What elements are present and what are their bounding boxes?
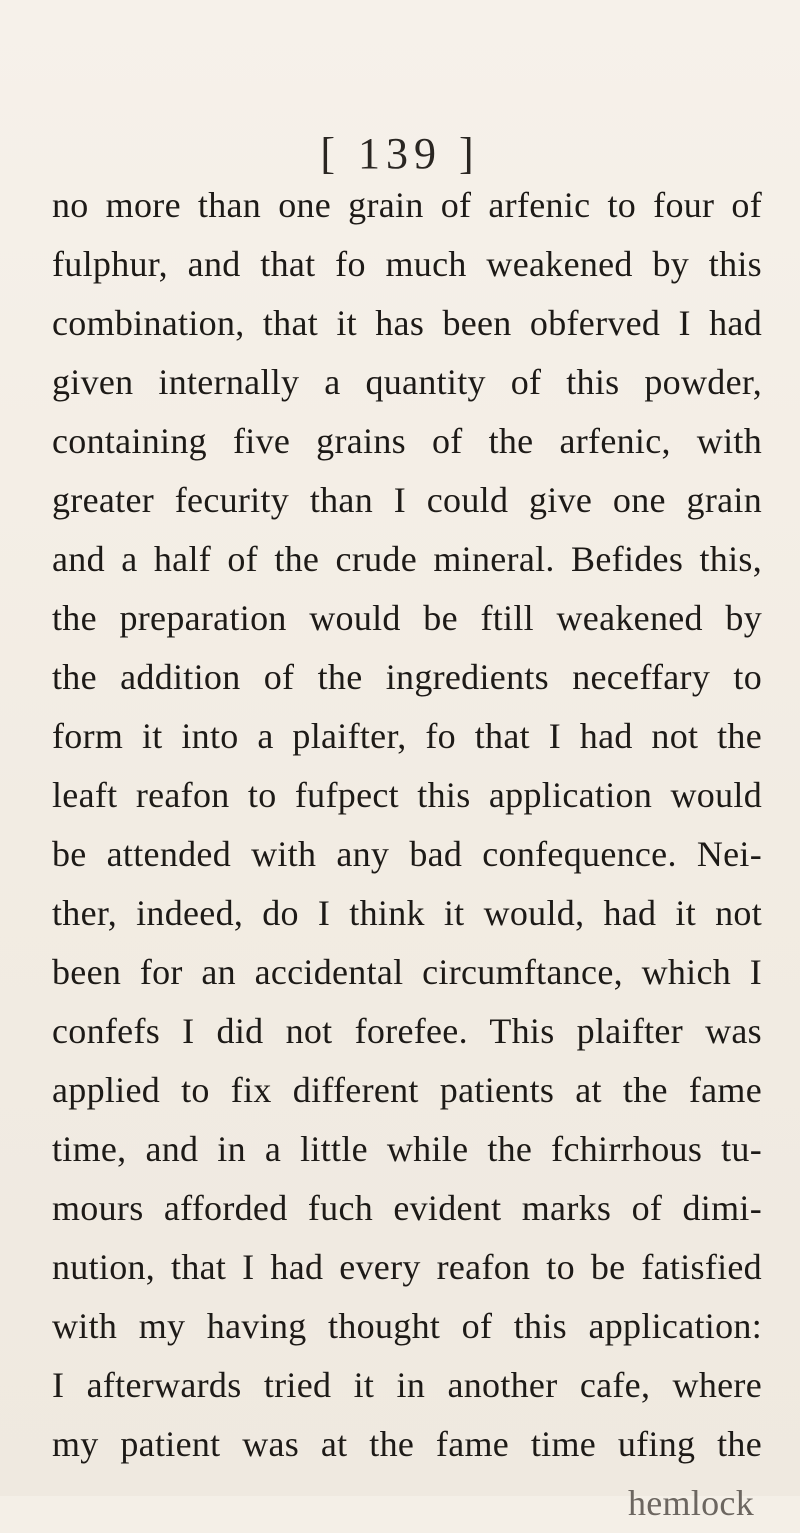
text-line: I afterwards tried it in another cafe, where — [52, 1365, 762, 1405]
text-line: applied to fix different patients at the fame — [52, 1070, 762, 1110]
page-number-header: [ 139 ] — [320, 129, 480, 178]
text-line: no more than one grain of arfenic to four of — [52, 185, 762, 225]
text-line: the addition of the ingredients neceffary to — [52, 657, 762, 697]
text-line: containing five grains of the arfenic, with — [52, 421, 762, 461]
text-line: been for an accidental circumftance, which I — [52, 952, 762, 992]
text-line: my patient was at the fame time ufing the — [52, 1424, 762, 1464]
text-line: confefs I did not forefee. This plaifter was — [52, 1011, 762, 1051]
text-line: with my having thought of this application: — [52, 1306, 762, 1346]
text-line: combination, that it has been obferved I had — [52, 303, 762, 343]
text-line: given internally a quantity of this powder, — [52, 362, 762, 402]
text-line: the preparation would be ftill weakened by — [52, 598, 762, 638]
text-line: time, and in a little while the fchirrhous tu- — [52, 1129, 762, 1169]
text-line: fulphur, and that fo much weakened by this — [52, 244, 762, 284]
text-line: greater fecurity than I could give one grain — [52, 480, 762, 520]
text-line: and a half of the crude mineral. Befides this, — [52, 539, 762, 579]
text-line: ther, indeed, do I think it would, had it not — [52, 893, 762, 933]
text-line: form it into a plaifter, fo that I had not the — [52, 716, 762, 756]
text-line: leaft reafon to fufpect this application would — [52, 775, 762, 815]
text-line: be attended with any bad confequence. Nei- — [52, 834, 762, 874]
body-text — [52, 176, 762, 1533]
text-line: mours afforded fuch evident marks of dimi- — [52, 1188, 762, 1228]
text-line: nution, that I had every reafon to be fatisfied — [52, 1247, 762, 1287]
catchword: hemlock — [627, 1483, 754, 1523]
